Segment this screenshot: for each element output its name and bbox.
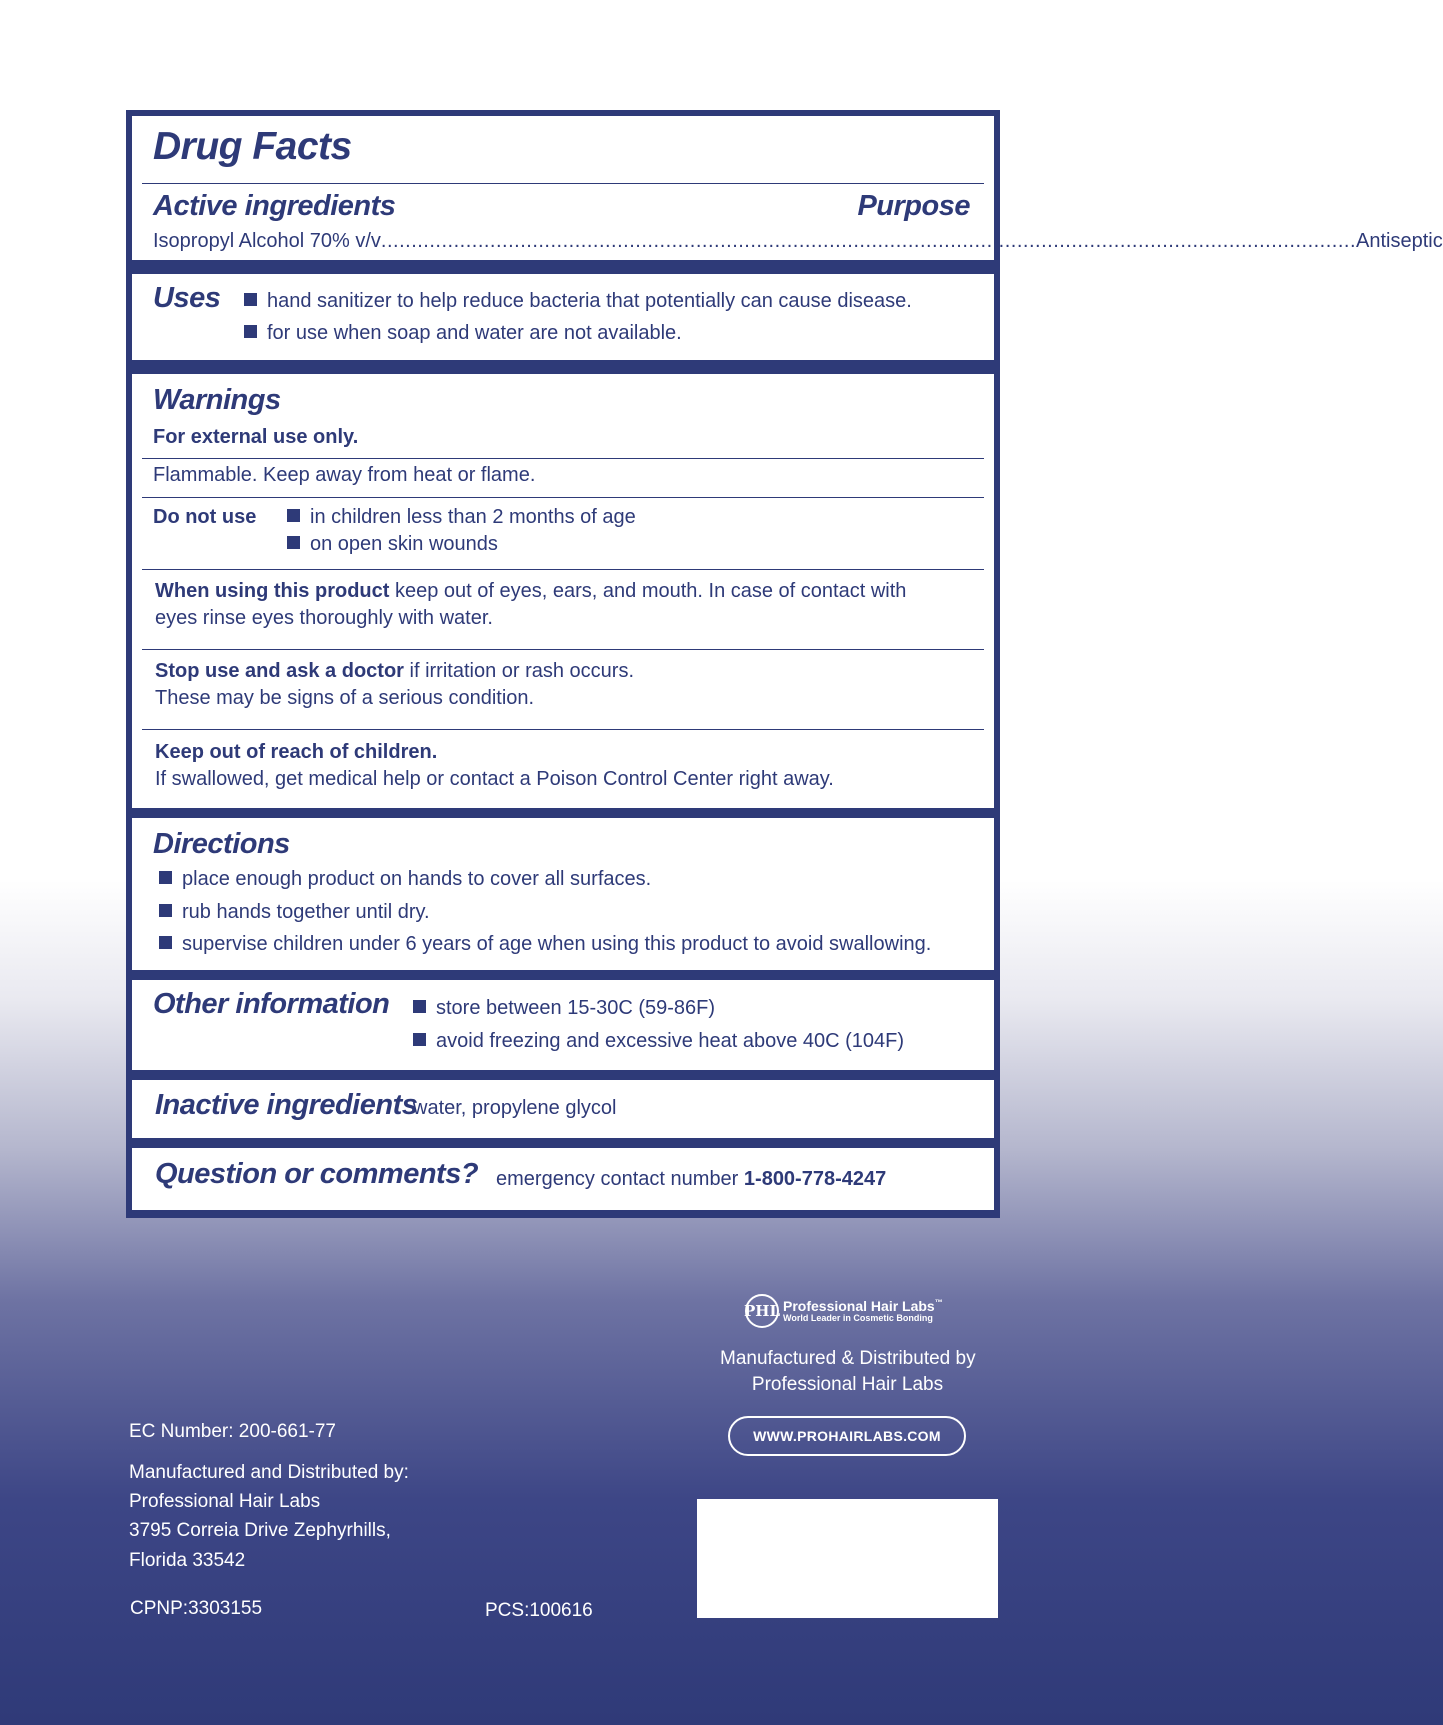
directions-item: place enough product on hands to cover all surfaces. (159, 868, 651, 891)
questions-heading: Question or comments? (155, 1158, 479, 1190)
divider (142, 649, 984, 650)
drug-facts-label (126, 110, 1443, 1218)
divider (142, 729, 984, 730)
emergency-contact: emergency contact number 1-800-778-4247 (496, 1168, 887, 1190)
brand-tagline: World Leader in Cosmetic Bonding (783, 1313, 933, 1323)
inactive-ingredients-text: water, propylene glycol (413, 1097, 617, 1119)
active-ingredient-row (153, 230, 1443, 253)
emergency-phone: 1-800-778-4247 (743, 1168, 887, 1190)
do-not-use-item: in children less than 2 months of age (287, 506, 636, 529)
inactive-ingredients-heading: Inactive ingredients (155, 1089, 418, 1121)
other-info-item: store between 15-30C (59-86F) (413, 997, 715, 1020)
brand-logo (745, 1292, 943, 1330)
directions-item: rub hands together until dry. (159, 901, 430, 924)
address-state: Florida 33542 (129, 1550, 246, 1571)
divider (142, 569, 984, 570)
brand-tm: ™ (934, 1298, 943, 1307)
warnings-panel (132, 374, 994, 808)
blank-label-area (697, 1499, 998, 1618)
divider (142, 458, 984, 459)
bullet-square-icon (413, 1033, 426, 1046)
directions-panel (132, 818, 994, 970)
uses-panel (132, 274, 994, 360)
website-link[interactable]: WWW.PROHAIRLABS.COM (728, 1416, 966, 1456)
questions-panel (132, 1148, 994, 1210)
other-info-item: avoid freezing and excessive heat above 40C (104F) (413, 1030, 904, 1053)
cpnp-number: CPNP:3303155 (130, 1598, 263, 1619)
do-not-use-item: on open skin wounds (287, 533, 498, 556)
purpose-heading: Purpose (857, 190, 970, 222)
bullet-square-icon (287, 509, 300, 522)
bullet-square-icon (244, 325, 257, 338)
bullet-square-icon (159, 904, 172, 917)
other-information-panel (132, 980, 994, 1070)
uses-item: hand sanitizer to help reduce bacteria that potentially can cause disease. (244, 290, 912, 313)
inactive-ingredients-panel (132, 1080, 994, 1138)
ec-number: EC Number: 200-661-77 (129, 1421, 336, 1442)
pcs-number: PCS:100616 (485, 1600, 593, 1621)
stop-use-text: Stop use and ask a doctor if irritation or rash occurs. (155, 660, 635, 682)
when-using-text-line2: eyes rinse eyes thoroughly with water. (155, 607, 493, 629)
phl-logo-icon: PHL (745, 1294, 779, 1328)
uses-item: for use when soap and water are not available. (244, 322, 682, 345)
active-ingredient-purpose: Antiseptic (1356, 230, 1443, 252)
active-ingredient-name: Isopropyl Alcohol 70% v/v (153, 230, 381, 252)
divider (142, 183, 984, 184)
brand-name: Professional Hair Labs (783, 1298, 935, 1314)
bullet-square-icon (413, 1000, 426, 1013)
bullet-square-icon (159, 871, 172, 884)
when-using-text: When using this product keep out of eyes, ears, and mouth. In case of contact with (155, 580, 907, 602)
keep-out-label: Keep out of reach of children. (155, 741, 438, 763)
manufactured-by-line1: Manufactured & Distributed by (720, 1348, 976, 1369)
address-heading: Manufactured and Distributed by: (129, 1462, 409, 1483)
divider (142, 497, 984, 498)
warnings-heading: Warnings (153, 384, 281, 416)
active-ingredients-panel (132, 116, 1443, 260)
drug-facts-title: Drug Facts (153, 125, 352, 168)
active-ingredients-heading: Active ingredients (153, 190, 396, 222)
directions-item: supervise children under 6 years of age when using this product to avoid swallowing. (159, 933, 931, 956)
stop-use-text-line2: These may be signs of a serious condition. (155, 687, 535, 709)
manufactured-by-line2: Professional Hair Labs (751, 1374, 944, 1395)
do-not-use-label: Do not use (153, 506, 257, 528)
address-street: 3795 Correia Drive Zephyrhills, (129, 1520, 391, 1541)
bullet-square-icon (287, 536, 300, 549)
dot-leader: ................................................................................................................................................................. (380, 230, 1357, 252)
flammable-text: Flammable. Keep away from heat or flame. (153, 464, 536, 486)
directions-heading: Directions (153, 828, 290, 860)
bullet-square-icon (244, 293, 257, 306)
external-use-text: For external use only. (153, 426, 359, 448)
address-company: Professional Hair Labs (129, 1491, 321, 1512)
keep-out-text: If swallowed, get medical help or contact a Poison Control Center right away. (155, 768, 834, 790)
uses-heading: Uses (153, 282, 221, 314)
other-information-heading: Other information (153, 988, 390, 1020)
bullet-square-icon (159, 936, 172, 949)
